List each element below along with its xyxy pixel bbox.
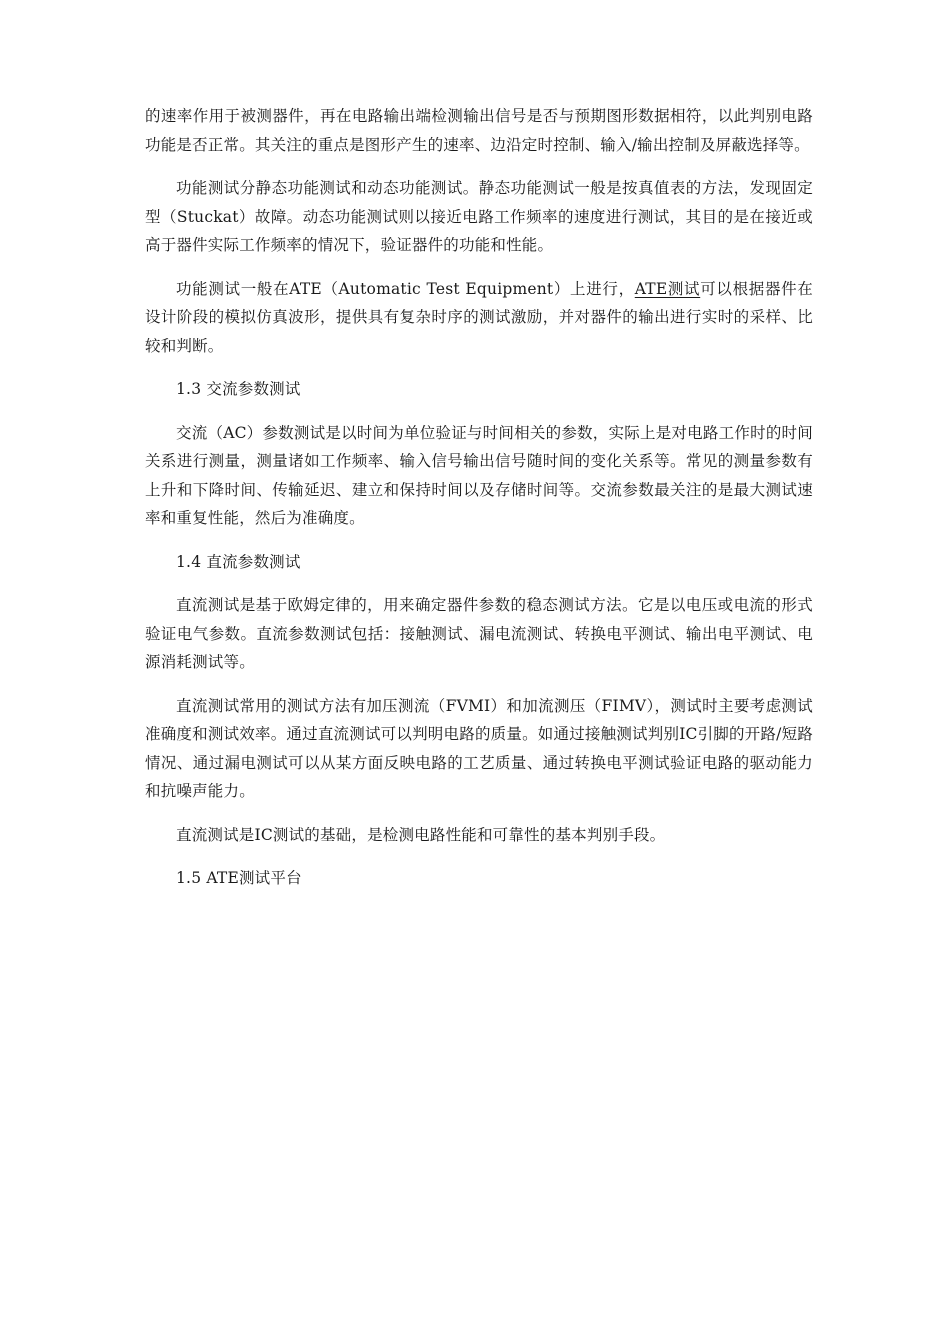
section-heading-ac-parameter-test: 1.3 交流参数测试 (176, 380, 301, 398)
document-body (145, 102, 813, 908)
paragraph-ac-parameter-test: 交流（AC）参数测试是以时间为单位验证与时间相关的参数，实际上是对电路工作时的时间关系进行测量，测量诸如工作频率、输入信号输出信号随时间的变化关系等。常见的测量参数有上升和下降时间、传输延迟、建立和保持时间以及存储时间等。交流参数最关注的是最大测试速率和重复性能，然后为准确度。 (145, 423, 813, 527)
paragraph-functional-test-rate: 的速率作用于被测器件，再在电路输出端检测输出信号是否与预期图形数据相符，以此判别电路功能是否正常。其关注的重点是图形产生的速率、边沿定时控制、输入/输出控制及屏蔽选择等。 (145, 107, 813, 154)
ate-test-link[interactable]: ATE测试 (634, 279, 701, 298)
section-heading-dc-parameter-test: 1.4 直流参数测试 (176, 552, 301, 571)
ate-description-text: 可以根据器件在设计阶段的模拟仿真波形，提供具有复杂时序的测试激励，并对器件的输出进行实时的采样、比较和判断。 (145, 279, 814, 355)
paragraph-static-dynamic-test: 功能测试分静态功能测试和动态功能测试。静态功能测试一般是按真值表的方法，发现固定型（Stuckat）故障。动态功能测试则以接近电路工作频率的速度进行测试，其目的是在接近或高于器件实际工作频率的情况下，验证器件的功能和性能。 (145, 179, 813, 254)
paragraph-ate-functional-test (145, 275, 813, 361)
paragraph-dc-test-definition: 直流测试是基于欧姆定律的，用来确定器件参数的稳态测试方法。它是以电压或电流的形式验证电气参数。直流参数测试包括：接触测试、漏电流测试、转换电平测试、输出电平测试、电源消耗测试等。 (145, 596, 813, 671)
ate-intro-text: 功能测试一般在ATE（Automatic Test Equipment）上进行， (176, 279, 635, 298)
paragraph-dc-test-basis: 直流测试是IC测试的基础，是检测电路性能和可靠性的基本判别手段。 (176, 825, 666, 844)
section-heading-ate-platform: 1.5 ATE测试平台 (176, 869, 302, 887)
paragraph-dc-test-methods: 直流测试常用的测试方法有加压测流（FVMI）和加流测压（FIMV），测试时主要考虑测试准确度和测试效率。通过直流测试可以判明电路的质量。如通过接触测试判别IC引脚的开路/短路情况、通过漏电测试可以从某方面反映电路的工艺质量、通过转换电平测试验证电路的驱动能力和抗噪声能力。 (145, 696, 813, 800)
